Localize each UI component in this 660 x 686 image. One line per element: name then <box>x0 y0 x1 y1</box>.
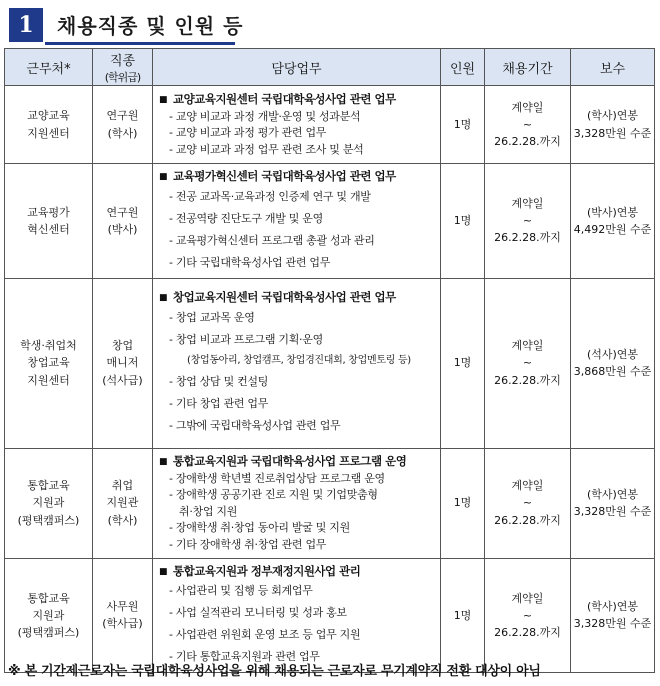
workplace-line: 지원센터 <box>27 126 70 140</box>
period-line: 26.2.28.까지 <box>494 231 561 245</box>
duty-item: - 전공 교과목·교육과정 인증제 연구 및 개발 <box>159 186 434 208</box>
workplace-cell <box>5 86 93 164</box>
job-line: 사무원 <box>106 600 139 614</box>
period-line: ~ <box>522 608 533 622</box>
duty-item: - 교육평가혁신센터 프로그램 총괄 성과 관리 <box>159 230 434 252</box>
duty-item: - 교양 비교과 과정 개발·운영 및 성과분석 <box>159 109 434 126</box>
header-job-type <box>93 49 153 86</box>
period-line: ~ <box>522 214 533 228</box>
table-header-row <box>5 49 655 86</box>
headcount-cell: 1명 <box>441 278 485 448</box>
pay-line: (학사)연봉 <box>586 600 639 614</box>
pay-line: (학사)연봉 <box>586 487 639 501</box>
workplace-line: 창업교육 <box>27 356 70 370</box>
period-line: 계약일 <box>511 100 544 114</box>
job-line: (학사) <box>107 513 138 527</box>
workplace-line: 지원과 <box>32 496 65 510</box>
duty-cell <box>153 86 441 164</box>
workplace-line: 지원센터 <box>27 373 70 387</box>
job-line: (학사급) <box>102 617 143 631</box>
pay-line: (석사)연봉 <box>586 347 639 361</box>
duty-item: - 교양 비교과 과정 업무 관련 조사 및 분석 <box>159 142 434 159</box>
section-header <box>5 6 655 42</box>
duty-heading: ■ 교육평가혁신센터 국립대학육성사업 관련 업무 <box>159 168 434 186</box>
period-line: 계약일 <box>511 479 544 493</box>
period-cell <box>485 558 571 673</box>
pay-line: 3,328만원 수준 <box>573 617 652 631</box>
header-pay: 보수 <box>571 49 655 86</box>
job-line: 연구원 <box>106 205 139 219</box>
pay-line: 3,328만원 수준 <box>573 505 652 518</box>
job-line: 연구원 <box>106 109 139 123</box>
duty-heading: ■ 통합교육지원과 정부재정지원사업 관리 <box>159 563 434 581</box>
duty-item: - 그밖에 국립대학육성사업 관련 업무 <box>159 415 434 437</box>
period-line: ~ <box>522 117 533 131</box>
period-line: 26.2.28.까지 <box>494 135 561 149</box>
workplace-line: 통합교육 <box>27 591 70 605</box>
pay-line: (학사)연봉 <box>586 109 639 123</box>
duty-heading: ■ 창업교육지원센터 국립대학육성사업 관련 업무 <box>159 289 434 307</box>
table-row <box>5 86 655 164</box>
workplace-cell <box>5 278 93 448</box>
duty-cell <box>153 164 441 279</box>
duty-item: - 창업 상담 및 컨설팅 <box>159 371 434 393</box>
workplace-line: (평택캠퍼스) <box>17 625 80 639</box>
duty-item: - 장애학생 공공기관 진로 지원 및 기업맞춤형 <box>159 487 434 504</box>
job-line: 매니저 <box>106 356 139 370</box>
duty-item: - 창업 비교과 프로그램 기획·운영 <box>159 329 434 351</box>
period-cell <box>485 164 571 279</box>
period-line: 26.2.28.까지 <box>494 625 561 639</box>
period-line: 계약일 <box>511 197 544 211</box>
pay-cell <box>571 164 655 279</box>
duty-item: - 사업관련 위원회 운영 보조 등 업무 지원 <box>159 624 434 646</box>
duty-item: - 기타 국립대학육성사업 관련 업무 <box>159 252 434 274</box>
headcount-cell: 1명 <box>441 164 485 279</box>
duty-cell <box>153 278 441 448</box>
duty-cell <box>153 558 441 673</box>
workplace-line: 교육평가 <box>27 205 70 219</box>
workplace-cell <box>5 164 93 279</box>
workplace-cell <box>5 558 93 673</box>
table-row <box>5 448 655 558</box>
duty-item: - 사업 실적관리 모니터링 및 성과 홍보 <box>159 602 434 624</box>
workplace-line: 지원과 <box>32 608 65 622</box>
table-row <box>5 164 655 279</box>
job-line: (박사) <box>107 222 138 236</box>
duty-item: - 전공역량 진단도구 개발 및 운영 <box>159 208 434 230</box>
period-line: 계약일 <box>511 339 544 353</box>
period-line: ~ <box>522 496 533 510</box>
job-line: 지원관 <box>106 496 139 510</box>
period-cell <box>485 448 571 558</box>
workplace-line: (평택캠퍼스) <box>17 513 80 527</box>
duty-item: - 기타 장애학생 취·창업 관련 업무 <box>159 537 434 554</box>
section-number: 1 <box>9 8 43 42</box>
header-job-type-label: 직종 <box>109 53 136 69</box>
period-line: 26.2.28.까지 <box>494 513 561 527</box>
period-cell <box>485 86 571 164</box>
period-cell <box>485 278 571 448</box>
duty-item: - 장애학생 학년별 진로취업상담 프로그램 운영 <box>159 471 434 488</box>
period-line: 계약일 <box>511 591 544 605</box>
job-cell <box>93 278 153 448</box>
header-job-type-sub: (학위급) <box>104 70 141 84</box>
duty-item: - 기타 통합교육지원과 관련 업무 <box>159 646 434 668</box>
job-cell <box>93 558 153 673</box>
pay-cell <box>571 86 655 164</box>
headcount-cell: 1명 <box>441 558 485 673</box>
duty-heading: ■ 교양교육지원센터 국립대학육성사업 관련 업무 <box>159 91 434 109</box>
title-underline <box>45 42 235 45</box>
job-line: (학사) <box>107 126 138 140</box>
period-line: ~ <box>522 356 533 370</box>
job-cell <box>93 164 153 279</box>
duty-item: - 기타 창업 관련 업무 <box>159 393 434 415</box>
table-row <box>5 558 655 673</box>
section-title: 채용직종 및 인원 등 <box>57 14 244 38</box>
duty-item: - 교양 비교과 과정 평가 관련 업무 <box>159 125 434 142</box>
pay-cell <box>571 558 655 673</box>
duty-cell <box>153 448 441 558</box>
job-line: (석사급) <box>102 373 143 387</box>
duty-heading: ■ 통합교육지원과 국립대학육성사업 프로그램 운영 <box>159 453 434 471</box>
pay-line: 4,492만원 수준 <box>573 222 652 236</box>
workplace-line: 혁신센터 <box>27 222 70 236</box>
pay-line: 3,328만원 수준 <box>573 126 652 140</box>
duty-item: - 창업 교과목 운영 <box>159 307 434 329</box>
workplace-cell <box>5 448 93 558</box>
workplace-line: 통합교육 <box>27 479 70 493</box>
pay-line: (박사)연봉 <box>586 205 639 219</box>
pay-cell <box>571 448 655 558</box>
duty-subnote: (창업동아리, 창업캠프, 창업경진대회, 창업멘토링 등) <box>187 354 411 366</box>
header-workplace: 근무처* <box>5 49 93 86</box>
headcount-cell: 1명 <box>441 86 485 164</box>
period-line: 26.2.28.까지 <box>494 373 561 387</box>
pay-line: 3,868만원 수준 <box>573 365 652 378</box>
header-headcount: 인원 <box>441 49 485 86</box>
footnote: ※ 본 기간제근로자는 국립대학육성사업을 위해 채용되는 근로자로 무기계약직 전환 대상이 아님 <box>8 664 541 679</box>
job-cell <box>93 448 153 558</box>
job-line: 취업 <box>111 479 134 493</box>
job-line: 창업 <box>111 339 134 353</box>
header-period: 채용기간 <box>485 49 571 86</box>
workplace-line: 교양교육 <box>27 109 70 123</box>
recruitment-table <box>4 48 655 673</box>
workplace-line: 학생·취업처 <box>20 339 77 353</box>
duty-item-continued: 취·창업 지원 <box>179 504 238 518</box>
duty-item: - 장애학생 취·창업 동아리 발굴 및 지원 <box>159 520 434 537</box>
job-cell <box>93 86 153 164</box>
pay-cell <box>571 278 655 448</box>
duty-item: - 사업관리 및 집행 등 회계업무 <box>159 580 434 602</box>
header-duties: 담당업무 <box>153 49 441 86</box>
headcount-cell: 1명 <box>441 448 485 558</box>
table-row <box>5 278 655 448</box>
